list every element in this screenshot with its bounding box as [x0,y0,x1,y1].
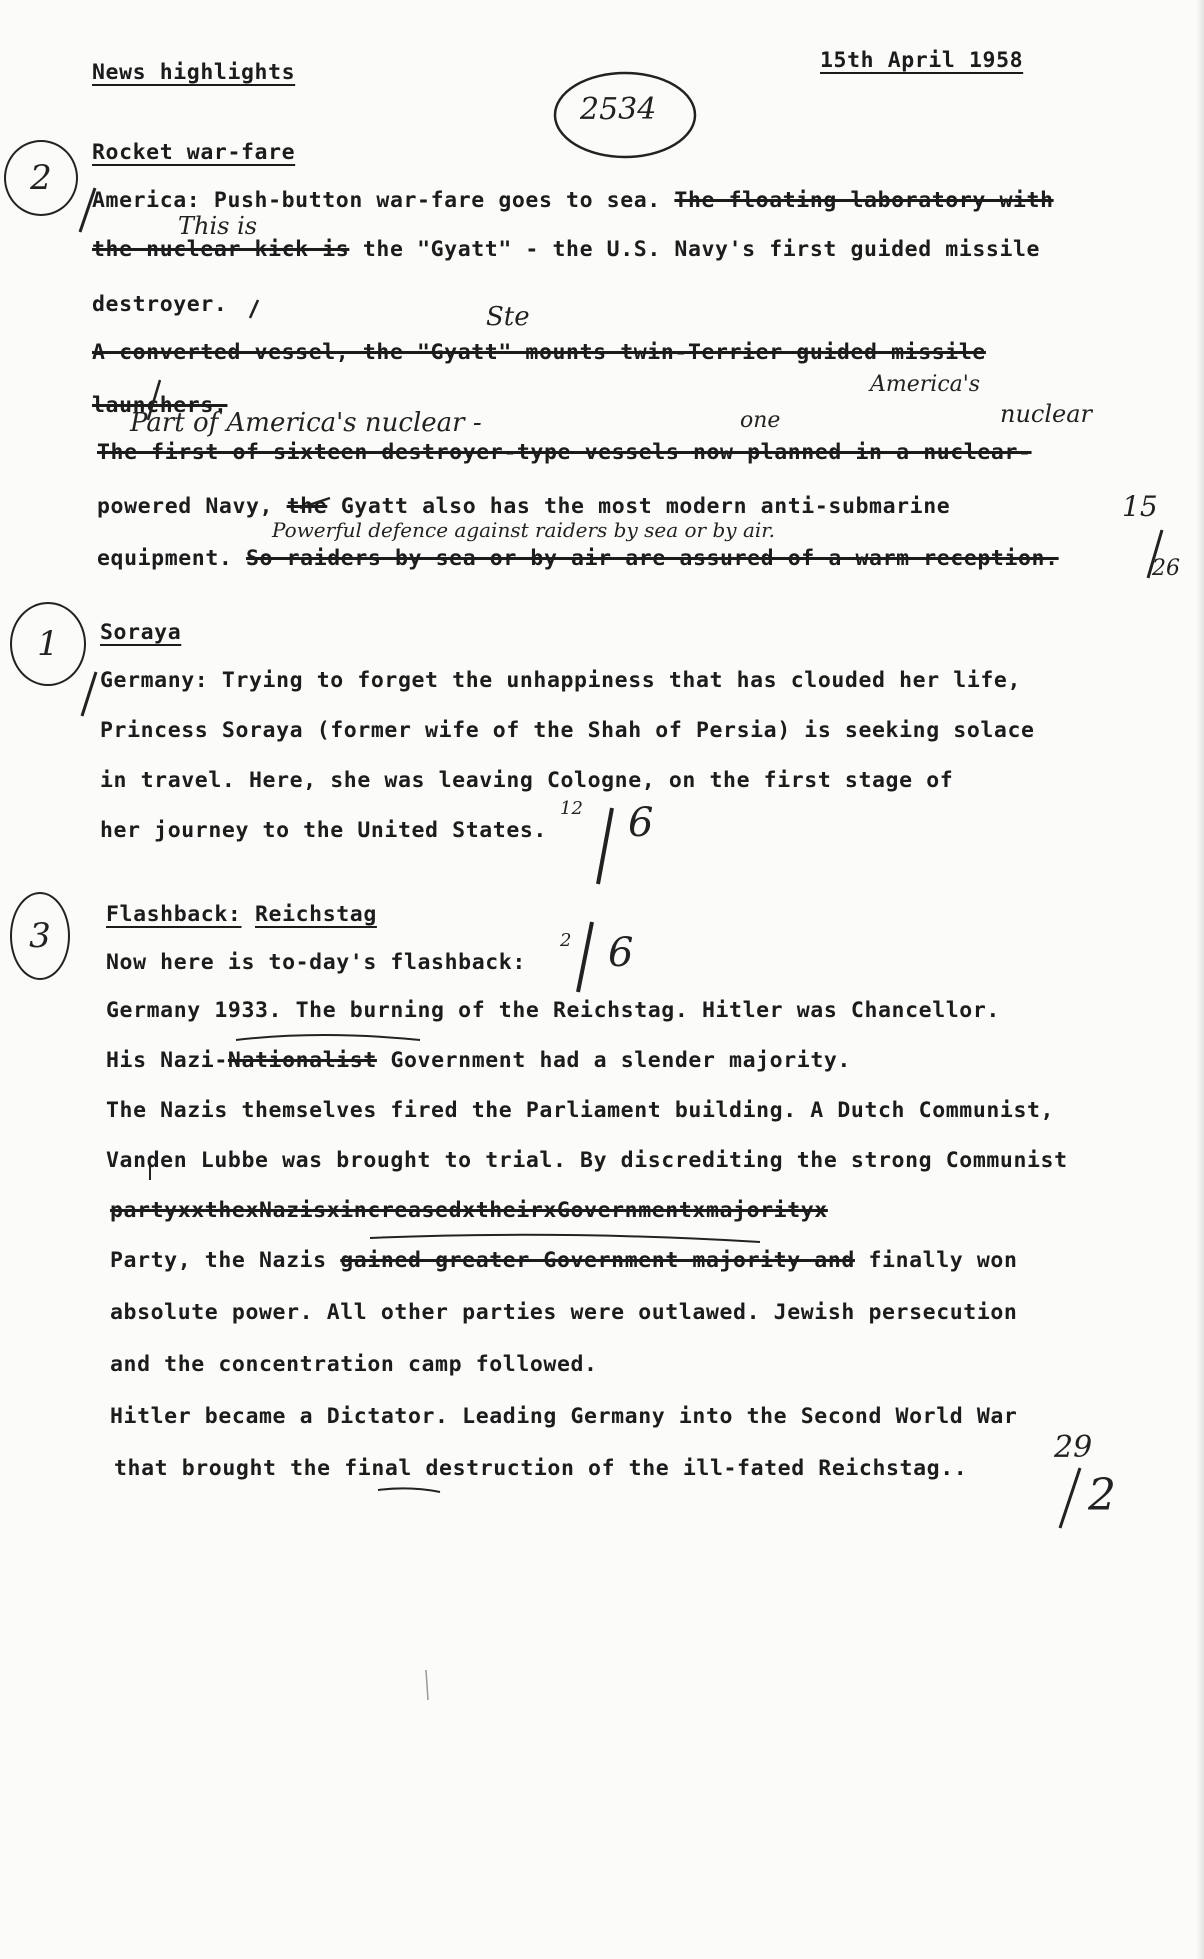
flashback-line-6-struck: partyxxthexNazisxincreasedxtheirxGovernmentxmajorityx [110,1198,828,1223]
rocket-line-4-struck: A converted vessel, the "Gyatt" mounts twin-Terrier guided missile [92,340,986,365]
order-mark-circle-flashback: 3 [10,892,70,980]
timing-rocket-seconds: 15 [1122,490,1158,523]
handwritten-powerful-defence: Powerful defence against raiders by sea or by air. [272,518,775,542]
heading-rocket-warfare: Rocket war-fare [92,140,296,165]
flashback-line-9: and the concentration camp followed. [110,1352,598,1377]
rocket-line-1-struck: The floating laboratory with [674,188,1054,213]
rocket-line-7-text-a: powered Navy, [97,494,274,519]
rocket-line-2-text: the "Gyatt" - the U.S. Navy's first guided missile [362,237,1041,262]
handwritten-nuclear: nuclear [1000,400,1093,428]
document-title: News highlights [92,60,296,85]
timing-reichstag-total: 2 [1088,1470,1116,1521]
rocket-line-8-text: equipment. [97,546,233,571]
handwritten-part-of-americas-nuclear: Part of America's nuclear - [130,408,482,438]
insertion-caret-the [300,498,330,508]
insertion-caret-rocket [148,380,160,420]
file-number-handwritten: 2534 [580,92,657,127]
rocket-line-5-struck: launchers. [92,393,228,418]
underline-final [378,1488,440,1492]
soraya-line-2: Princess Soraya (former wife of the Shah of Persia) is seeking solace [100,718,1035,743]
timing-soraya-total: 6 [628,800,654,846]
soraya-line-1: Germany: Trying to forget the unhappiness that has clouded her life, [100,668,1021,693]
flashback-line-10: Hitler became a Dictator. Leading Germany into the Second World War [110,1404,1018,1429]
flashback-line-4: The Nazis themselves fired the Parliament building. A Dutch Communist, [106,1098,1055,1123]
soraya-line-3: in travel. Here, she was leaving Cologne, on the first stage of [100,768,954,793]
timing-flashback-seconds: 2 [560,930,572,951]
heading-flashback-label: Flashback: [106,902,242,927]
rocket-line-7-struck: the [286,494,328,519]
handwritten-americas: America's [870,372,981,397]
end-mark-soraya [598,808,612,884]
paragraph-mark-soraya [82,672,96,716]
timing-rocket-total: 26 [1152,556,1180,581]
break-mark-rocket [250,300,258,318]
timing-soraya-seconds: 12 [560,798,583,819]
soraya-line-4: her journey to the United States. [100,818,547,843]
flashback-line-3-text-a: His Nazi- [106,1048,228,1073]
rocket-line-3: destroyer. [92,292,228,317]
rocket-line-8-struck: So raiders by sea or by air are assured of a warm reception. [246,546,1059,571]
flashback-line-7-text-a: Party, the Nazis [110,1248,327,1273]
heading-reichstag: Reichstag [255,902,377,927]
deletion-arc-majority [370,1235,760,1242]
timing-flashback-total: 6 [608,930,634,976]
deletion-arc-nationalist [236,1035,420,1040]
flashback-line-8: absolute power. All other parties were outlawed. Jewish persecution [110,1300,1018,1325]
flashback-line-3-struck: Nationalist [227,1048,377,1073]
end-mark-flashback-intro [578,922,592,992]
flashback-line-1: Now here is to-day's flashback: [106,950,526,975]
document-date: 15th April 1958 [820,48,1024,73]
paragraph-mark-rocket [80,188,95,232]
flashback-line-2: Germany 1933. The burning of the Reichstag. Hitler was Chancellor. [106,998,1000,1023]
rocket-line-6-struck: The first of sixteen destroyer-type vessels now planned in a nuclear- [97,440,1032,465]
end-mark-reichstag [1060,1468,1080,1528]
flashback-line-3-text-b: Government had a slender majority. [390,1048,851,1073]
flashback-line-11: that brought the final destruction of the ill-fated Reichstag.. [114,1456,968,1481]
end-mark-rocket [1148,530,1162,578]
paper-scratch [426,1670,428,1700]
heading-soraya: Soraya [100,620,182,645]
handwritten-one: one [740,408,781,433]
rocket-line-2-struck: the nuclear kick is [92,237,350,262]
handwritten-ste: Ste [486,302,530,332]
flashback-line-5: Vanden Lubbe was brought to trial. By discrediting the strong Communist [106,1148,1068,1173]
rocket-line-7-text-b: Gyatt also has the most modern anti-submarine [340,494,951,519]
handwritten-this-is: This is [178,212,258,240]
file-number-circle [555,73,695,157]
rocket-line-1-text: America: Push-button war-fare goes to sea. [92,188,661,213]
flashback-line-7-text-b: finally won [868,1248,1018,1273]
timing-reichstag-seconds: 29 [1054,1430,1093,1465]
flashback-line-7-struck: gained greater Government majority and [340,1248,855,1273]
order-mark-circle-rocket: 2 [4,140,78,216]
order-mark-circle-soraya: 1 [10,602,86,686]
